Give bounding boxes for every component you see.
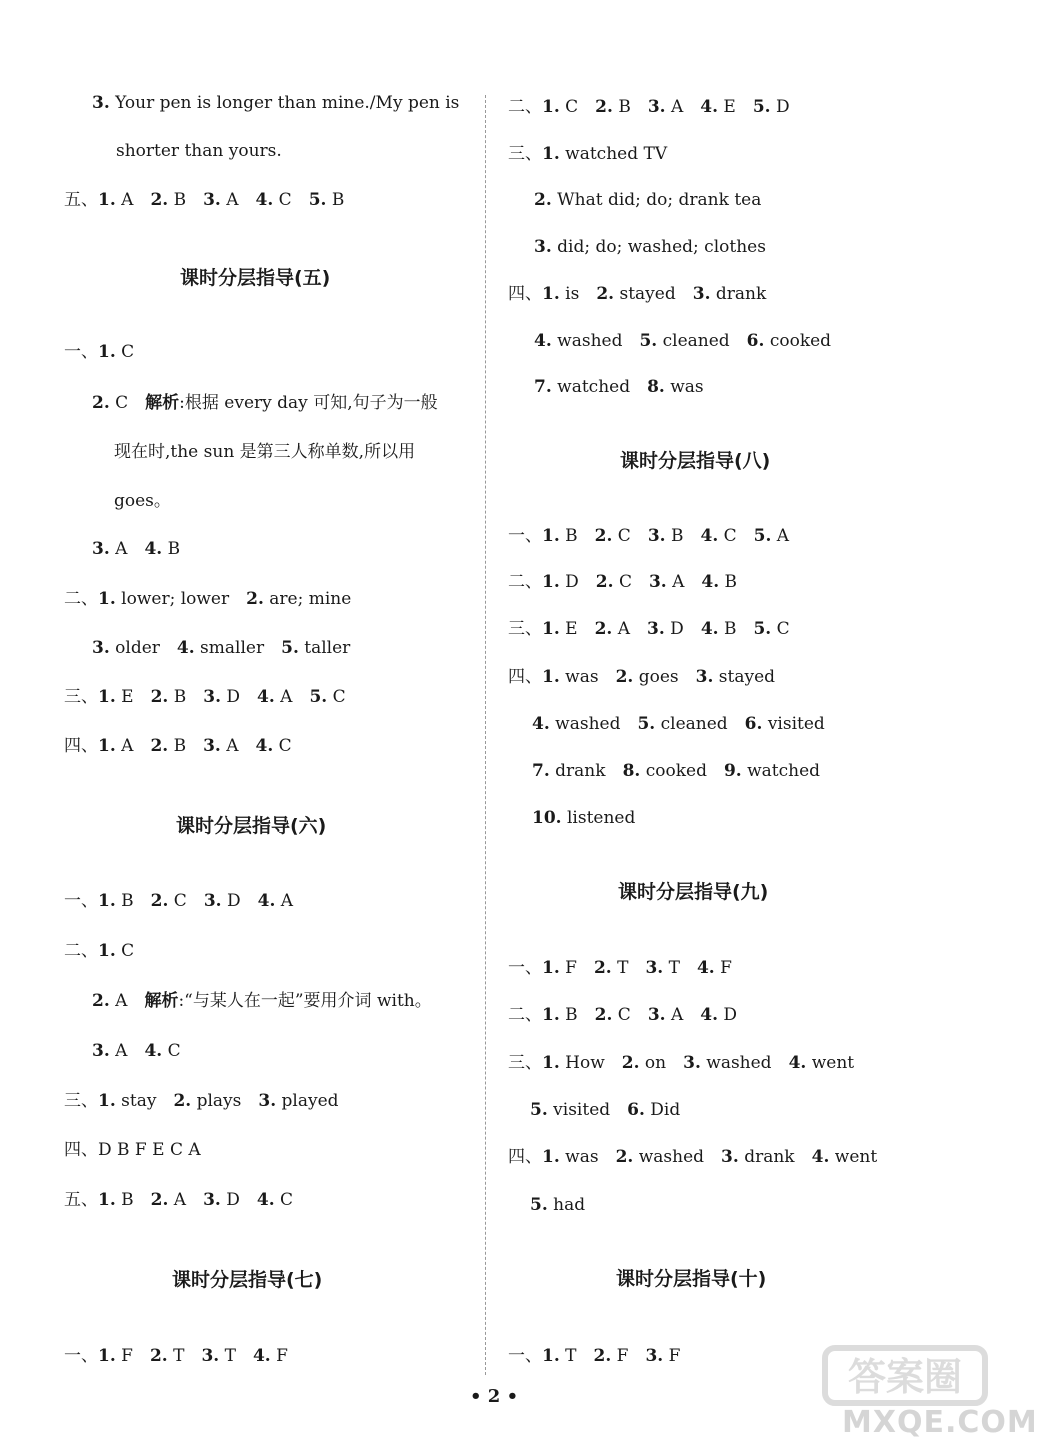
column-divider	[485, 95, 486, 1375]
answer-line: shorter than yours.	[116, 141, 282, 161]
section-heading: 课时分层指导(十)	[616, 1268, 767, 1290]
answer-line: 一、1. B 2. C 3. D 4. A	[64, 891, 294, 911]
answer-line: 5. visited 6. Did	[530, 1100, 681, 1120]
answer-line: 四、D B F E C A	[64, 1140, 201, 1160]
answer-line: 三、1. watched TV	[508, 144, 668, 164]
answer-line: 四、1. was 2. goes 3. stayed	[508, 667, 776, 687]
answer-line: 四、1. is 2. stayed 3. drank	[508, 284, 767, 304]
answer-line: 三、1. How 2. on 3. washed 4. went	[508, 1053, 855, 1073]
answer-line: 三、1. stay 2. plays 3. played	[64, 1091, 339, 1111]
answer-line: 3. older 4. smaller 5. taller	[92, 638, 351, 658]
answer-line: 5. had	[530, 1195, 586, 1215]
answer-line: 2. C 解析:根据 every day 可知,句子为一般	[92, 393, 438, 413]
watermark-text: MXQE.COM	[842, 1405, 1038, 1440]
answer-line: 2. A 解析:“与某人在一起”要用介词 with。	[92, 991, 432, 1011]
section-heading: 课时分层指导(七)	[172, 1269, 323, 1291]
answer-line: 一、1. C	[64, 342, 135, 362]
answer-line: 四、1. A 2. B 3. A 4. C	[64, 736, 292, 756]
answer-line: 7. watched 8. was	[534, 377, 704, 397]
answer-line: 五、1. B 2. A 3. D 4. C	[64, 1190, 294, 1210]
page-number: • 2 •	[470, 1386, 519, 1407]
answer-line: 4. washed 5. cleaned 6. visited	[532, 714, 825, 734]
answer-line: 一、1. B 2. C 3. B 4. C 5. A	[508, 526, 790, 546]
answer-line: 二、1. lower; lower 2. are; mine	[64, 589, 352, 609]
answer-line: 7. drank 8. cooked 9. watched	[532, 761, 821, 781]
answer-line: 四、1. was 2. washed 3. drank 4. went	[508, 1147, 878, 1167]
answer-line: 2. What did; do; drank tea	[534, 190, 762, 210]
section-heading: 课时分层指导(八)	[620, 450, 771, 472]
answer-line: 三、1. E 2. A 3. D 4. B 5. C	[508, 619, 790, 639]
section-heading: 课时分层指导(六)	[176, 815, 327, 837]
section-heading: 课时分层指导(九)	[618, 881, 769, 903]
section-heading: 课时分层指导(五)	[180, 267, 331, 289]
answer-line: 一、1. T 2. F 3. F	[508, 1346, 681, 1366]
answer-line: 二、1. B 2. C 3. A 4. D	[508, 1005, 738, 1025]
answer-line: 五、1. A 2. B 3. A 4. C 5. B	[64, 190, 345, 210]
answer-line: 二、1. C	[64, 941, 135, 961]
answer-line: 3. Your pen is longer than mine./My pen is	[92, 93, 460, 113]
answer-line: 二、1. C 2. B 3. A 4. E 5. D	[508, 97, 790, 117]
watermark-logo-text: 答案圈	[847, 1355, 963, 1399]
answer-line: 10. listened	[532, 808, 636, 828]
answer-line: 二、1. D 2. C 3. A 4. B	[508, 572, 738, 592]
answer-line: 4. washed 5. cleaned 6. cooked	[534, 331, 832, 351]
answer-line: 3. A 4. B	[92, 539, 181, 559]
answer-line: 3. did; do; washed; clothes	[534, 237, 766, 257]
answer-line: goes。	[114, 491, 171, 511]
answer-line: 三、1. E 2. B 3. D 4. A 5. C	[64, 687, 346, 707]
answer-line: 一、1. F 2. T 3. T 4. F	[64, 1346, 288, 1366]
answer-line: 3. A 4. C	[92, 1041, 181, 1061]
answer-line: 一、1. F 2. T 3. T 4. F	[508, 958, 732, 978]
answer-line: 现在时,the sun 是第三人称单数,所以用	[114, 442, 416, 462]
